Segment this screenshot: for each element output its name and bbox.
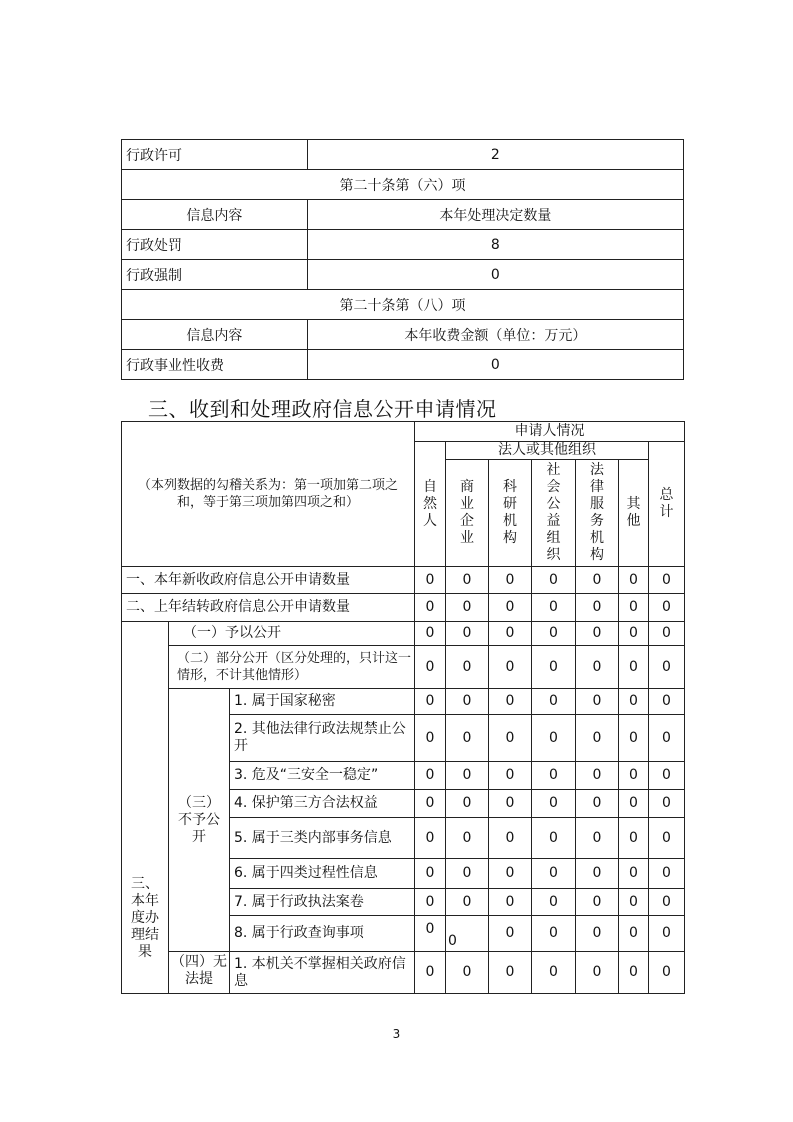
cell-value: 0 bbox=[532, 889, 576, 916]
row-value: 本年处理决定数量 bbox=[307, 200, 683, 230]
cell-value: 0 bbox=[619, 952, 649, 994]
cell-value: 0 bbox=[576, 859, 619, 889]
row-value: 2 bbox=[307, 140, 683, 170]
header-row bbox=[122, 422, 685, 442]
section-header: 第二十条第（八）项 bbox=[122, 290, 684, 320]
cell-value: 0 bbox=[446, 790, 489, 818]
cell-value: 0 bbox=[415, 622, 446, 646]
page-number: 3 bbox=[392, 1027, 401, 1041]
table-row bbox=[122, 260, 684, 290]
cell-value: 0 bbox=[446, 689, 489, 715]
cell-value: 0 bbox=[489, 689, 532, 715]
row-value: 0 bbox=[307, 260, 683, 290]
row-label: （一）予以公开 bbox=[169, 622, 415, 646]
row-label: 二、上年结转政府信息公开申请数量 bbox=[122, 594, 415, 622]
cell-value: 0 bbox=[649, 689, 685, 715]
cell-value: 0 bbox=[619, 889, 649, 916]
col-other: 其他 bbox=[619, 460, 649, 567]
col-total: 总计 bbox=[649, 442, 685, 567]
cell-value: 0 bbox=[489, 952, 532, 994]
cell-value: 0 bbox=[619, 818, 649, 859]
cell-value: 0 bbox=[649, 952, 685, 994]
table-row bbox=[122, 594, 685, 622]
group-result-label: 三、本年度办理结果 bbox=[122, 622, 169, 994]
row-label: 8. 属于行政查询事项 bbox=[230, 916, 415, 952]
cell-value: 0 bbox=[576, 567, 619, 594]
col-business: 商业企业 bbox=[446, 460, 489, 567]
cell-value: 0 bbox=[532, 952, 576, 994]
row-label: 信息内容 bbox=[122, 320, 308, 350]
table-row bbox=[122, 567, 685, 594]
row-label: 1. 本机关不掌握相关政府信息 bbox=[230, 952, 415, 994]
cell-value: 0 bbox=[489, 859, 532, 889]
header-note: （本列数据的勾稽关系为：第一项加第二项之和，等于第三项加第四项之和） bbox=[122, 422, 415, 567]
cell-value: 0 bbox=[446, 567, 489, 594]
cell-value: 0 bbox=[649, 594, 685, 622]
row-label: 信息内容 bbox=[122, 200, 308, 230]
cell-value: 0 bbox=[649, 762, 685, 790]
cell-value: 0 bbox=[489, 790, 532, 818]
table-row bbox=[122, 689, 685, 715]
cell-value: 0 bbox=[415, 594, 446, 622]
cell-value: 0 bbox=[576, 952, 619, 994]
cell-value: 0 bbox=[532, 715, 576, 762]
table-row bbox=[122, 140, 684, 170]
row-value: 0 bbox=[307, 350, 683, 380]
cell-value: 0 bbox=[489, 646, 532, 689]
col-natural: 自然人 bbox=[415, 442, 446, 567]
cell-value: 0 bbox=[446, 916, 489, 952]
cell-value: 0 bbox=[619, 790, 649, 818]
sub-group-withheld: （三）不予公开 bbox=[169, 689, 230, 952]
cell-value: 0 bbox=[489, 916, 532, 952]
cell-value: 0 bbox=[619, 646, 649, 689]
cell-value: 0 bbox=[619, 762, 649, 790]
row-label: 7. 属于行政执法案卷 bbox=[230, 889, 415, 916]
header-applicant: 申请人情况 bbox=[415, 422, 685, 442]
row-label: 5. 属于三类内部事务信息 bbox=[230, 818, 415, 859]
cell-value: 0 bbox=[415, 818, 446, 859]
cell-value: 0 bbox=[415, 646, 446, 689]
row-value: 本年收费金额（单位：万元） bbox=[307, 320, 683, 350]
cell-value: 0 bbox=[489, 594, 532, 622]
cell-value: 0 bbox=[649, 715, 685, 762]
cell-value: 0 bbox=[649, 790, 685, 818]
cell-value: 0 bbox=[446, 818, 489, 859]
cell-value: 0 bbox=[532, 646, 576, 689]
cell-value: 0 bbox=[532, 594, 576, 622]
cell-value: 0 bbox=[415, 790, 446, 818]
cell-value: 0 bbox=[532, 622, 576, 646]
row-label: 2. 其他法律行政法规禁止公开 bbox=[230, 715, 415, 762]
col-social: 社会公益组织 bbox=[532, 460, 576, 567]
cell-value: 0 bbox=[532, 689, 576, 715]
cell-value: 0 bbox=[532, 916, 576, 952]
cell-value: 0 bbox=[649, 622, 685, 646]
cell-value: 0 bbox=[415, 916, 446, 952]
row-label: 4. 保护第三方合法权益 bbox=[230, 790, 415, 818]
table-row bbox=[122, 350, 684, 380]
cell-value: 0 bbox=[415, 762, 446, 790]
cell-value: 0 bbox=[619, 715, 649, 762]
cell-value: 0 bbox=[415, 689, 446, 715]
cell-value: 0 bbox=[576, 715, 619, 762]
sub-group-unable: （四）无法提 bbox=[169, 952, 230, 994]
row-label: 一、本年新收政府信息公开申请数量 bbox=[122, 567, 415, 594]
section-title: 三、收到和处理政府信息公开申请情况 bbox=[148, 397, 497, 421]
row-label: 6. 属于四类过程性信息 bbox=[230, 859, 415, 889]
cell-value: 0 bbox=[489, 622, 532, 646]
row-label: 行政许可 bbox=[122, 140, 308, 170]
cell-value: 0 bbox=[446, 715, 489, 762]
row-label: （二）部分公开（区分处理的，只计这一情形，不计其他情形） bbox=[169, 646, 415, 689]
cell-value: 0 bbox=[532, 818, 576, 859]
cell-value: 0 bbox=[532, 762, 576, 790]
table-row bbox=[122, 646, 685, 689]
cell-value: 0 bbox=[576, 646, 619, 689]
table-row bbox=[122, 200, 684, 230]
cell-value: 0 bbox=[489, 762, 532, 790]
cell-value: 0 bbox=[532, 567, 576, 594]
row-label: 1. 属于国家秘密 bbox=[230, 689, 415, 715]
table-row bbox=[122, 320, 684, 350]
cell-value: 0 bbox=[446, 859, 489, 889]
cell-value: 0 bbox=[415, 859, 446, 889]
cell-value: 0 bbox=[576, 889, 619, 916]
cell-value: 0 bbox=[446, 622, 489, 646]
cell-value: 0 bbox=[619, 916, 649, 952]
cell-value: 0 bbox=[619, 594, 649, 622]
cell-value: 0 bbox=[446, 889, 489, 916]
cell-value: 0 bbox=[649, 567, 685, 594]
cell-value: 0 bbox=[576, 594, 619, 622]
row-label: 3. 危及“三安全一稳定” bbox=[230, 762, 415, 790]
admin-stats-table bbox=[121, 139, 684, 380]
row-label: 行政处罚 bbox=[122, 230, 308, 260]
cell-value: 0 bbox=[576, 916, 619, 952]
cell-value: 0 bbox=[415, 715, 446, 762]
cell-value: 0 bbox=[532, 859, 576, 889]
cell-value: 0 bbox=[576, 622, 619, 646]
cell-value: 0 bbox=[649, 859, 685, 889]
cell-value: 0 bbox=[576, 818, 619, 859]
cell-value: 0 bbox=[489, 715, 532, 762]
cell-value: 0 bbox=[489, 889, 532, 916]
cell-value: 0 bbox=[489, 818, 532, 859]
table-row bbox=[122, 230, 684, 260]
cell-value: 0 bbox=[649, 916, 685, 952]
section-header: 第二十条第（六）项 bbox=[122, 170, 684, 200]
table-row bbox=[122, 622, 685, 646]
cell-value: 0 bbox=[649, 818, 685, 859]
cell-value: 0 bbox=[619, 567, 649, 594]
cell-value: 0 bbox=[619, 859, 649, 889]
cell-value: 0 bbox=[576, 790, 619, 818]
row-value: 8 bbox=[307, 230, 683, 260]
header-legal-group: 法人或其他组织 bbox=[446, 442, 649, 460]
cell-value: 0 bbox=[576, 762, 619, 790]
cell-value: 0 bbox=[446, 952, 489, 994]
row-label: 行政强制 bbox=[122, 260, 308, 290]
cell-value: 0 bbox=[619, 622, 649, 646]
col-legal: 法律服务机构 bbox=[576, 460, 619, 567]
cell-value: 0 bbox=[446, 646, 489, 689]
table-row bbox=[122, 170, 684, 200]
cell-value: 0 bbox=[446, 762, 489, 790]
table-row bbox=[122, 290, 684, 320]
cell-value: 0 bbox=[446, 594, 489, 622]
cell-value: 0 bbox=[532, 790, 576, 818]
col-research: 科研机构 bbox=[489, 460, 532, 567]
application-stats-table bbox=[121, 421, 685, 994]
cell-value: 0 bbox=[649, 646, 685, 689]
cell-value: 0 bbox=[415, 952, 446, 994]
cell-value: 0 bbox=[649, 889, 685, 916]
cell-value: 0 bbox=[415, 567, 446, 594]
cell-value: 0 bbox=[576, 689, 619, 715]
table-row bbox=[122, 952, 685, 994]
cell-value: 0 bbox=[489, 567, 532, 594]
cell-value: 0 bbox=[415, 889, 446, 916]
cell-value: 0 bbox=[619, 689, 649, 715]
row-label: 行政事业性收费 bbox=[122, 350, 308, 380]
